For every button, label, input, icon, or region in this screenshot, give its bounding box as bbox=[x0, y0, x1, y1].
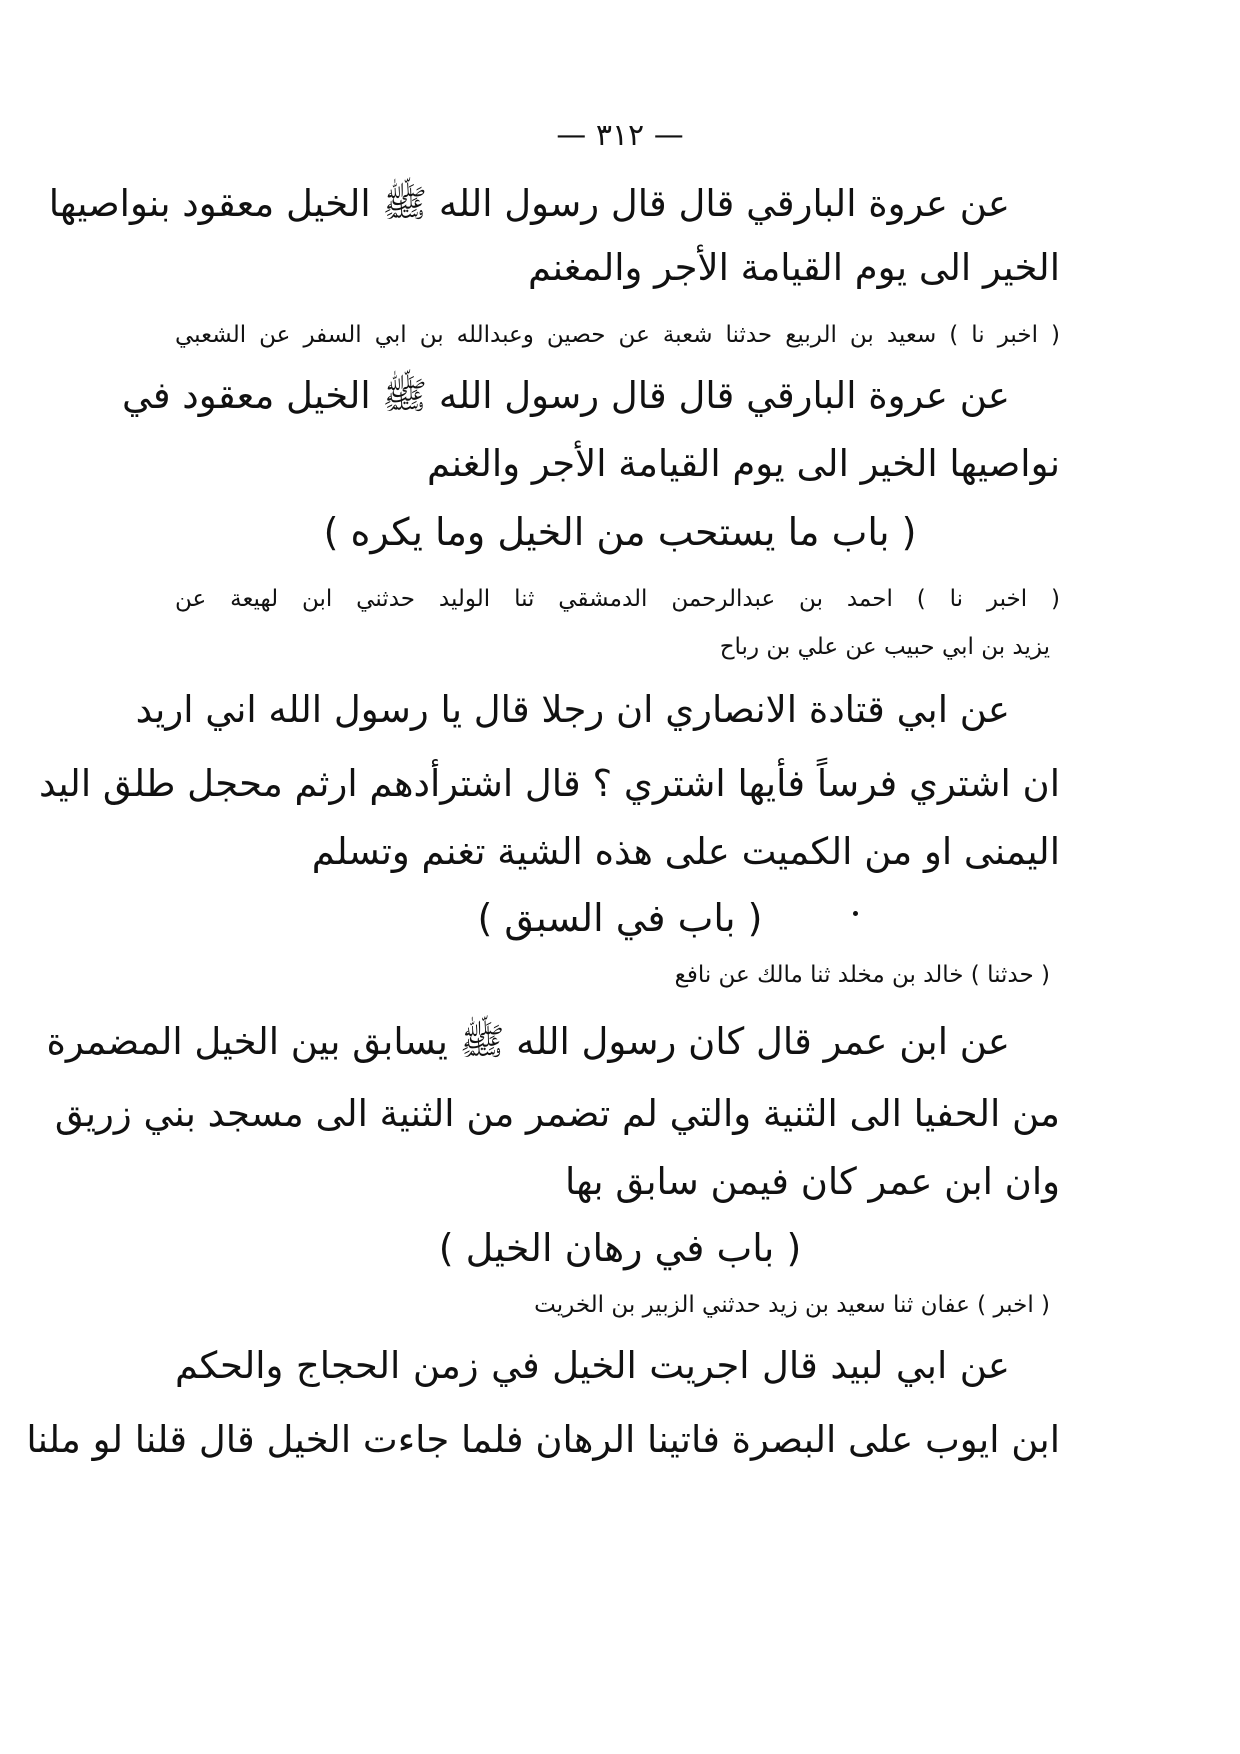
page-number: — ٣١٢ — bbox=[556, 118, 684, 153]
text-line: وان ابن عمر كان فيمن سابق بها bbox=[564, 1160, 1060, 1203]
isnad-line: يزيد بن ابي حبيب عن علي بن رباح bbox=[719, 634, 1050, 660]
stray-dot bbox=[853, 911, 858, 916]
text-line: عن ابي قتادة الانصاري ان رجلا قال يا رسول الله اني اريد bbox=[135, 688, 1010, 731]
chapter-heading: ( باب في رهان الخيل ) bbox=[438, 1226, 802, 1270]
text-line: ابن ايوب على البصرة فاتينا الرهان فلما جاءت الخيل قال قلنا لو ملنا bbox=[26, 1418, 1060, 1461]
chapter-heading: ( باب في السبق ) bbox=[477, 896, 763, 940]
text-line: اليمنى او من الكميت على هذه الشية تغنم وتسلم bbox=[311, 830, 1060, 873]
text-line: من الحفيا الى الثنية والتي لم تضمر من الثنية الى مسجد بني زريق bbox=[54, 1092, 1060, 1135]
isnad-line: ( حدثنا ) خالد بن مخلد ثنا مالك عن نافع bbox=[674, 962, 1050, 988]
isnad-line: ( اخبر ) عفان ثنا سعيد بن زيد حدثني الزبير بن الخريت bbox=[534, 1292, 1050, 1318]
text-line: عن عروة البارقي قال قال رسول الله ﷺ الخيل معقود في bbox=[122, 374, 1010, 417]
isnad-line: ( اخبر نا ) سعيد بن الربيع حدثنا شعبة عن حصين وعبدالله بن ابي السفر عن الشعبي bbox=[175, 322, 1060, 348]
text-line: عن ابي لبيد قال اجريت الخيل في زمن الحجاج والحكم bbox=[175, 1344, 1010, 1387]
chapter-heading: ( باب ما يستحب من الخيل وما يكره ) bbox=[323, 510, 917, 554]
text-line: عن عروة البارقي قال قال رسول الله ﷺ الخيل معقود بنواصيها bbox=[48, 182, 1010, 225]
text-line: ان اشتري فرساً فأيها اشتري ؟ قال اشترأدهم ارثم محجل طلق اليد bbox=[38, 762, 1060, 805]
text-line: نواصيها الخير الى يوم القيامة الأجر والغنم bbox=[427, 442, 1060, 485]
isnad-line: ( اخبر نا ) احمد بن عبدالرحمن الدمشقي ثنا الوليد حدثني ابن لهيعة عن bbox=[175, 586, 1060, 612]
text-line: عن ابن عمر قال كان رسول الله ﷺ يسابق بين الخيل المضمرة bbox=[46, 1020, 1010, 1063]
text-line: الخير الى يوم القيامة الأجر والمغنم bbox=[527, 246, 1060, 289]
